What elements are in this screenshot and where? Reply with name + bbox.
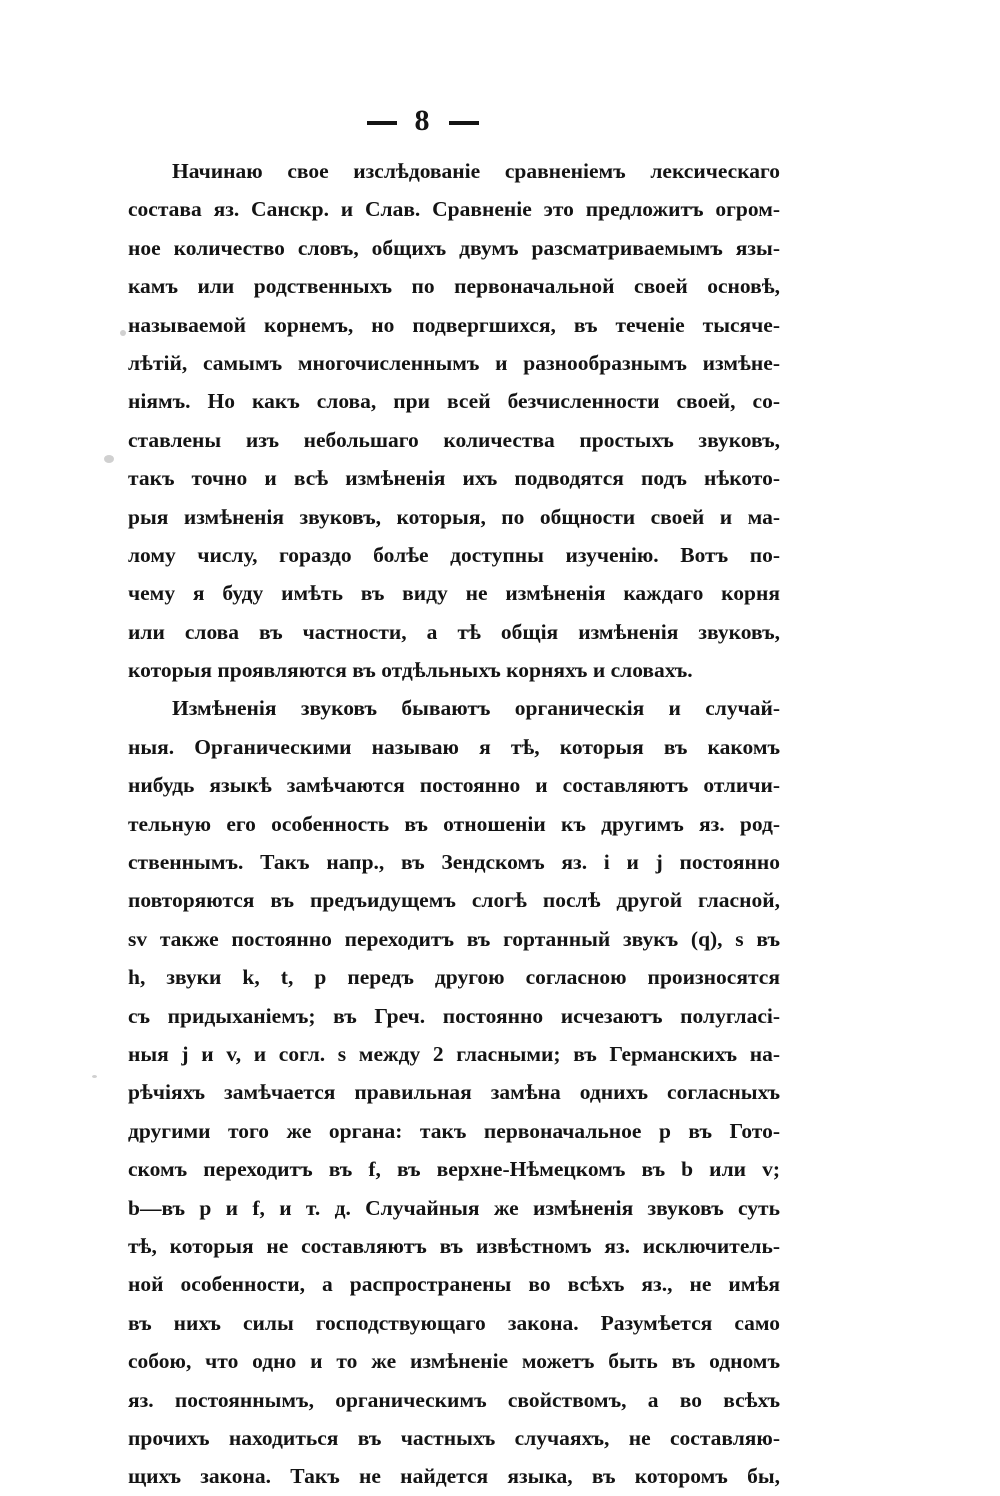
scan-speck [104, 455, 114, 463]
page-number-value: 8 [414, 104, 431, 137]
left-dash [367, 121, 397, 125]
text-line: ныя j и v, и согл. s между 2 гласными; въ Германскихъ на- [128, 1041, 780, 1066]
text-line: повторяются въ предъидущемъ слогѣ послѣ другой гласной, [128, 888, 780, 913]
text-line: или слова въ частности, а тѣ общія измѣненія звуковъ, [128, 619, 780, 644]
text-line: b—въ p и f, и т. д. Случайныя же измѣненія звуковъ суть [128, 1195, 780, 1220]
text-line: такъ точно и всѣ измѣненія ихъ подводятся подъ нѣкото- [128, 466, 780, 491]
text-line: sv также постоянно переходитъ въ гортанный звукъ (q), s въ [128, 926, 780, 951]
scan-speck [92, 1075, 97, 1078]
text-line: лѣтій, самымъ многочисленнымъ и разнообразнымъ измѣне- [128, 350, 780, 375]
text-line: лому числу, гораздо болѣе доступны изученію. Вотъ по- [128, 542, 780, 567]
text-line: камъ или родственныхъ по первоначальной своей основѣ, [128, 274, 780, 299]
text-line: ное количество словъ, общихъ двумъ разсматриваемымъ язы- [128, 235, 780, 260]
text-line: называемой корнемъ, но подвергшихся, въ теченіе тысяче- [128, 312, 780, 337]
text-line: рѣчіяхъ замѣчается правильная замѣна однихъ согласныхъ [128, 1080, 780, 1105]
text-line: въ нихъ силы господствующаго закона. Разумѣется само [128, 1310, 780, 1335]
text-line: рыя измѣненія звуковъ, которыя, по общности своей и ма- [128, 504, 780, 529]
text-line: съ придыханіемъ; въ Греч. постоянно исчезаютъ полугласі- [128, 1003, 780, 1028]
right-dash [449, 121, 479, 125]
text-line: Начинаю свое изслѣдованіе сравненіемъ лексическаго [172, 159, 780, 183]
text-line: которыя проявляются въ отдѣльныхъ корняхъ и словахъ. [128, 658, 693, 683]
text-line: состава яз. Санскр. и Слав. Сравненіе это предложитъ огром- [128, 197, 780, 222]
text-line: чему я буду имѣть въ виду не измѣненія каждаго корня [128, 581, 780, 606]
text-line: яз. постояннымъ, органическимъ свойствомъ, а во всѣхъ [128, 1387, 780, 1412]
page-number [0, 104, 845, 138]
text-line: другими того же органа: такъ первоначальное p въ Гото- [128, 1118, 780, 1143]
text-line: ной особенности, а распространены во всѣхъ яз., не имѣя [128, 1272, 780, 1297]
text-line: h, звуки k, t, p передъ другою согласною произносятся [128, 965, 780, 990]
text-line: ственнымъ. Такъ напр., въ Зендскомъ яз. i и j постоянно [128, 850, 780, 875]
text-line: тѣ, которыя не составляютъ въ извѣстномъ яз. исключитель- [128, 1233, 780, 1258]
text-line: тельную его особенность въ отношеніи къ другимъ яз. род- [128, 811, 780, 836]
text-line: щихъ закона. Такъ не найдется языка, въ которомъ бы, [128, 1464, 780, 1489]
scan-speck [120, 330, 126, 336]
text-line: ставлены изъ небольшаго количества простыхъ звуковъ, [128, 427, 780, 452]
text-line: прочихъ находиться въ частныхъ случаяхъ, не составляю- [128, 1425, 780, 1450]
text-line: скомъ переходитъ въ f, въ верхне-Нѣмецкомъ въ b или v; [128, 1157, 780, 1182]
body-text [128, 152, 780, 1496]
text-line: нибудь языкѣ замѣчаются постоянно и составляютъ отличи- [128, 773, 780, 798]
text-line: собою, что одно и то же измѣненіе можетъ быть въ одномъ [128, 1349, 780, 1374]
text-line: ныя. Органическими называю я тѣ, которыя въ какомъ [128, 734, 780, 759]
text-line: ніямъ. Но какъ слова, при всей безчисленности своей, со- [128, 389, 780, 414]
text-line: Измѣненія звуковъ бываютъ органическія и случай- [172, 696, 780, 721]
